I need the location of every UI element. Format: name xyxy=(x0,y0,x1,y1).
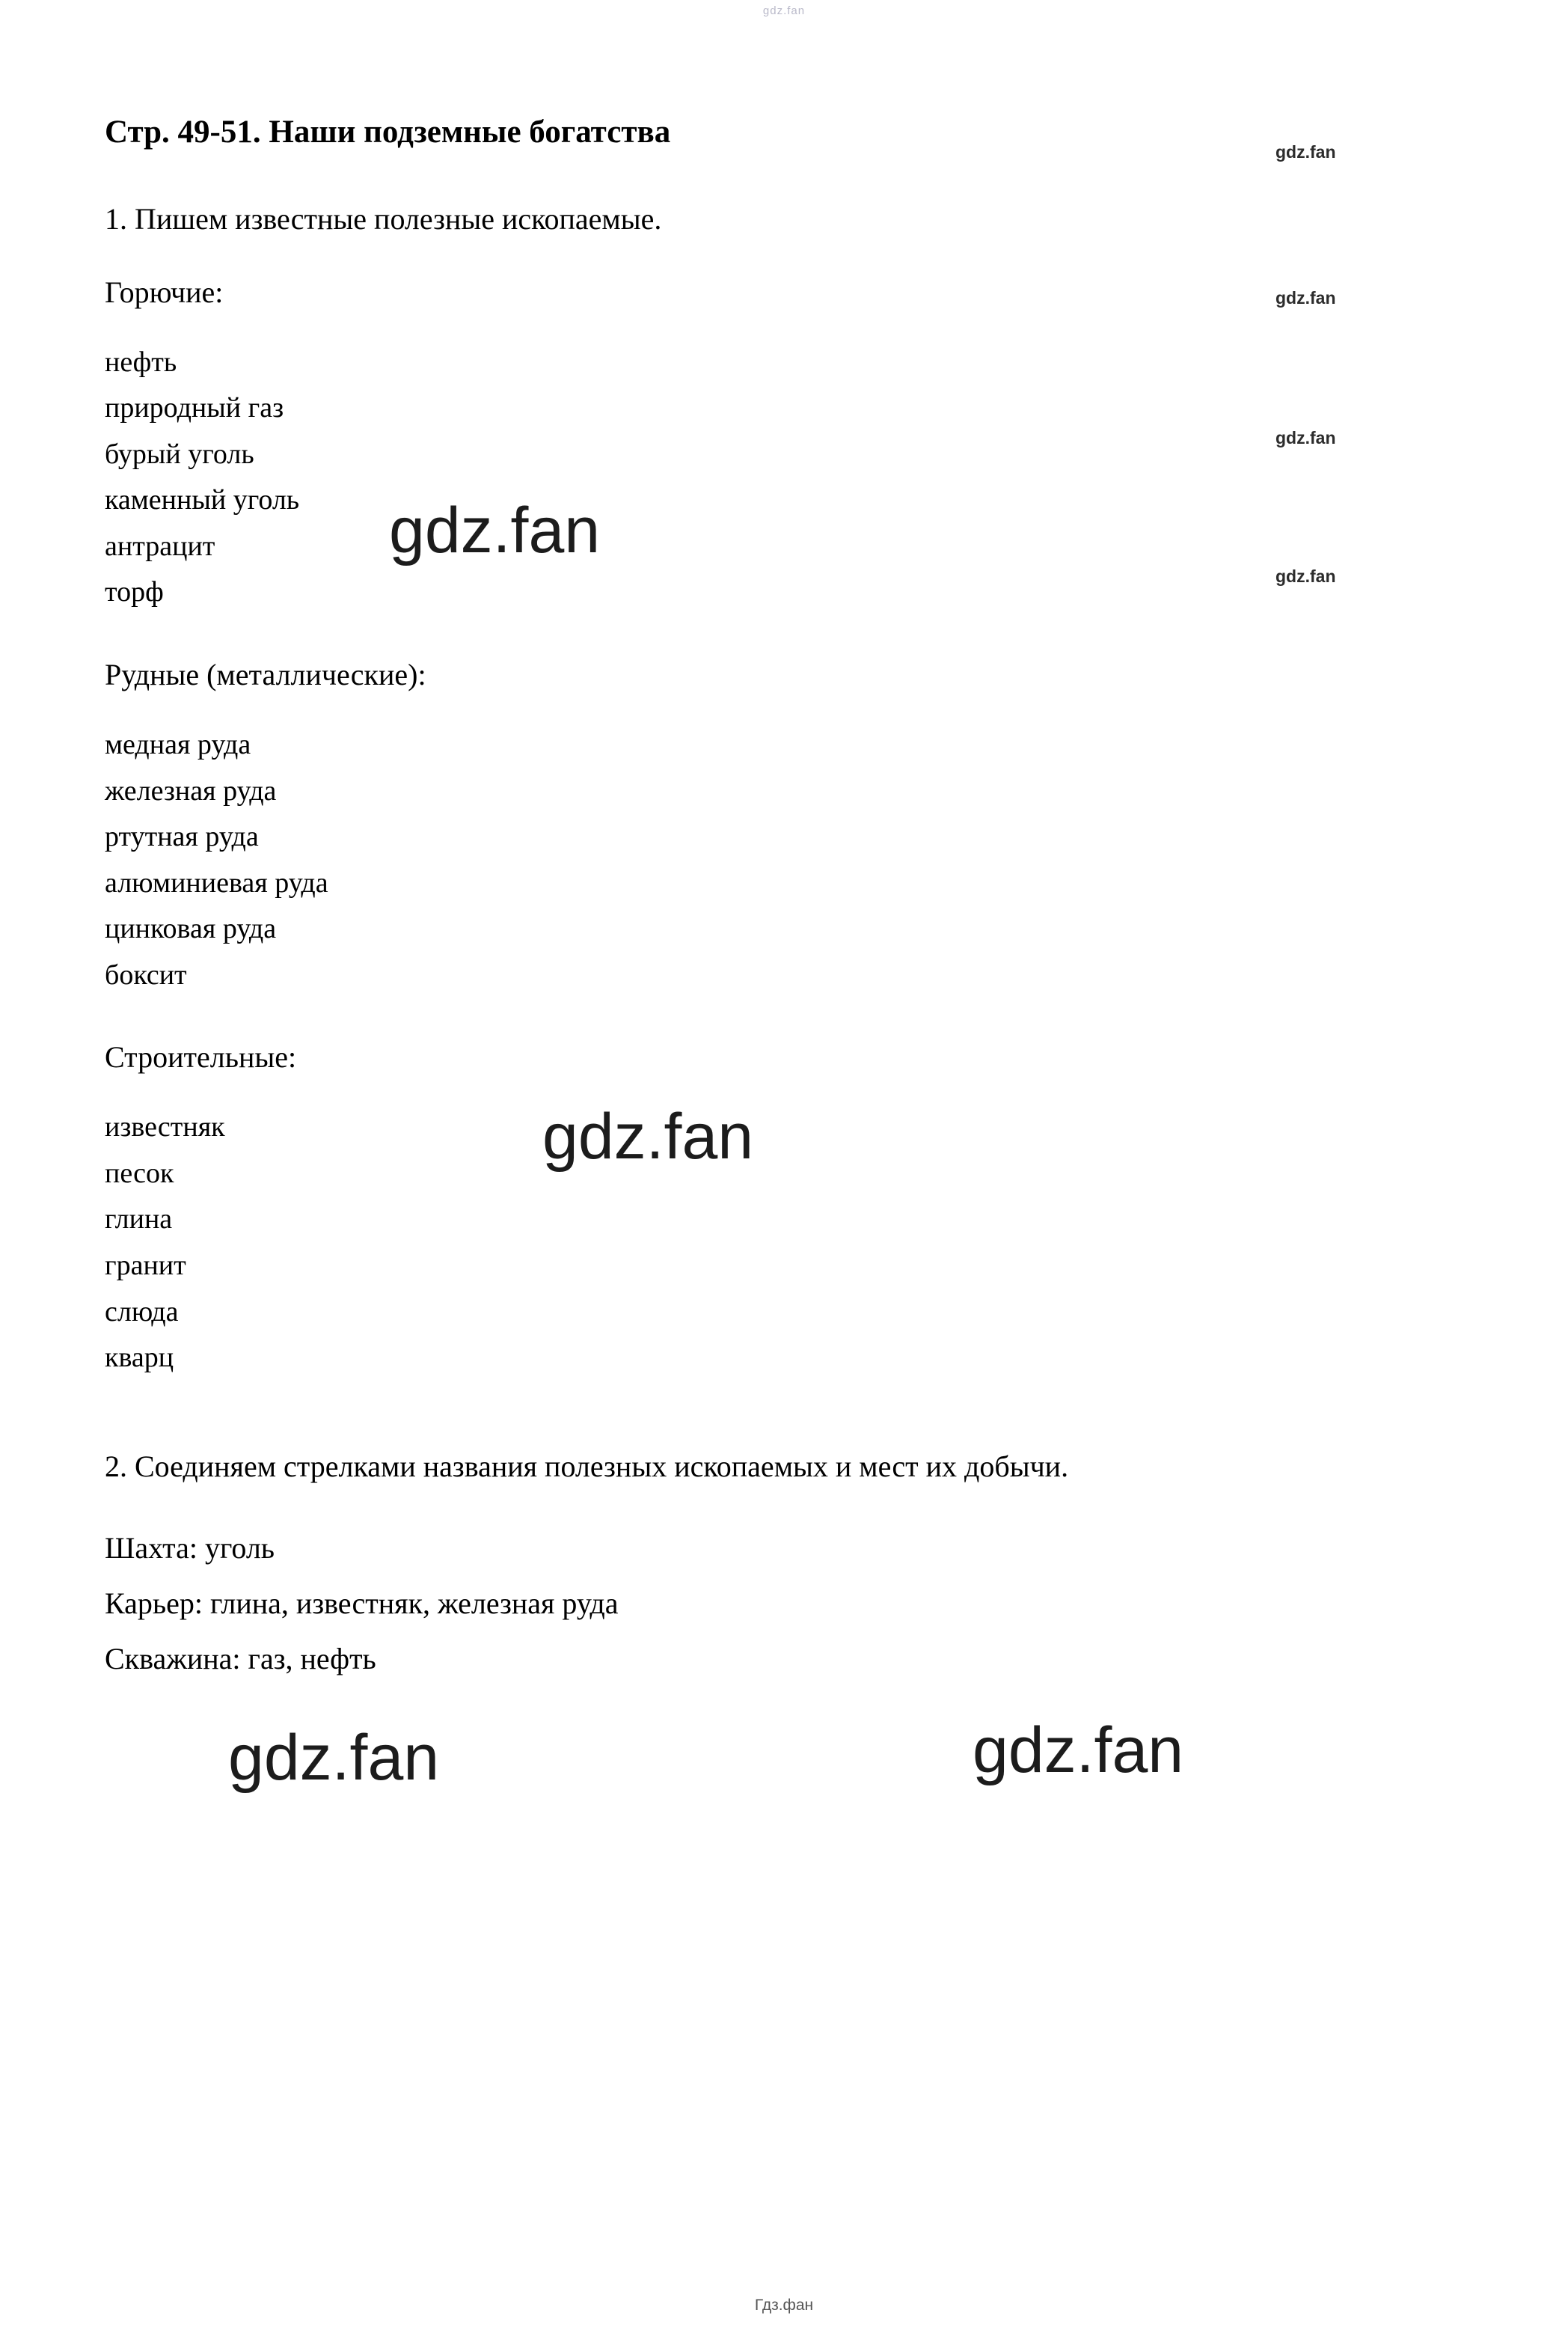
group-item-list xyxy=(105,340,1399,616)
group-item-list xyxy=(105,722,1399,998)
list-item: бурый уголь xyxy=(105,438,254,470)
task1-group-fuel xyxy=(105,272,1399,616)
list-item: медная руда xyxy=(105,729,251,761)
watermark-small: gdz.fan xyxy=(1275,566,1336,586)
watermark-large: gdz.fan xyxy=(228,1722,440,1794)
footer-watermark: Гдз.фан xyxy=(754,2297,814,2314)
top-watermark: gdz.fan xyxy=(762,4,806,17)
answer-line: Шахта: уголь xyxy=(105,1530,275,1565)
list-item: нефть xyxy=(105,346,177,378)
list-item: кварц xyxy=(105,1342,174,1374)
list-item: железная руда xyxy=(105,775,277,807)
group-heading: Строительные: xyxy=(105,1040,297,1075)
list-item: гранит xyxy=(105,1249,186,1281)
list-item: песок xyxy=(105,1157,174,1189)
group-heading: Рудные (металлические): xyxy=(105,658,426,692)
watermark-large: gdz.fan xyxy=(389,495,601,566)
group-heading: Горючие: xyxy=(105,275,224,309)
task2-answers xyxy=(105,1526,1399,1681)
list-item: цинковая руда xyxy=(105,913,277,945)
list-item: ртутная руда xyxy=(105,821,259,853)
document-content xyxy=(105,112,1399,1692)
list-item: антрацит xyxy=(105,530,215,562)
task1-group-building xyxy=(105,1037,1399,1381)
list-item: известняк xyxy=(105,1111,225,1143)
list-item: глина xyxy=(105,1203,173,1235)
task1-group-ore xyxy=(105,655,1399,998)
answer-line: Карьер: глина, известняк, железная руда xyxy=(105,1586,619,1620)
watermark-small: gdz.fan xyxy=(1275,288,1336,308)
list-item: алюминиевая руда xyxy=(105,867,328,899)
watermark-small: gdz.fan xyxy=(1275,142,1336,162)
list-item: слюда xyxy=(105,1295,179,1328)
list-item: торф xyxy=(105,576,164,608)
page-title: Стр. 49-51. Наши подземные богатства xyxy=(105,114,671,150)
task1-prompt: 1. Пишем известные полезные ископаемые. xyxy=(105,201,662,236)
watermark-large: gdz.fan xyxy=(973,1714,1184,1786)
list-item: боксит xyxy=(105,959,187,991)
watermark-large: gdz.fan xyxy=(542,1101,754,1173)
task2-prompt: 2. Соединяем стрелками названия полезных ископаемых и мест их добычи. xyxy=(105,1449,1069,1483)
answer-line: Скважина: газ, нефть xyxy=(105,1641,376,1675)
watermark-small: gdz.fan xyxy=(1275,428,1336,447)
list-item: природный газ xyxy=(105,392,284,424)
group-item-list xyxy=(105,1105,1399,1381)
list-item: каменный уголь xyxy=(105,484,300,516)
